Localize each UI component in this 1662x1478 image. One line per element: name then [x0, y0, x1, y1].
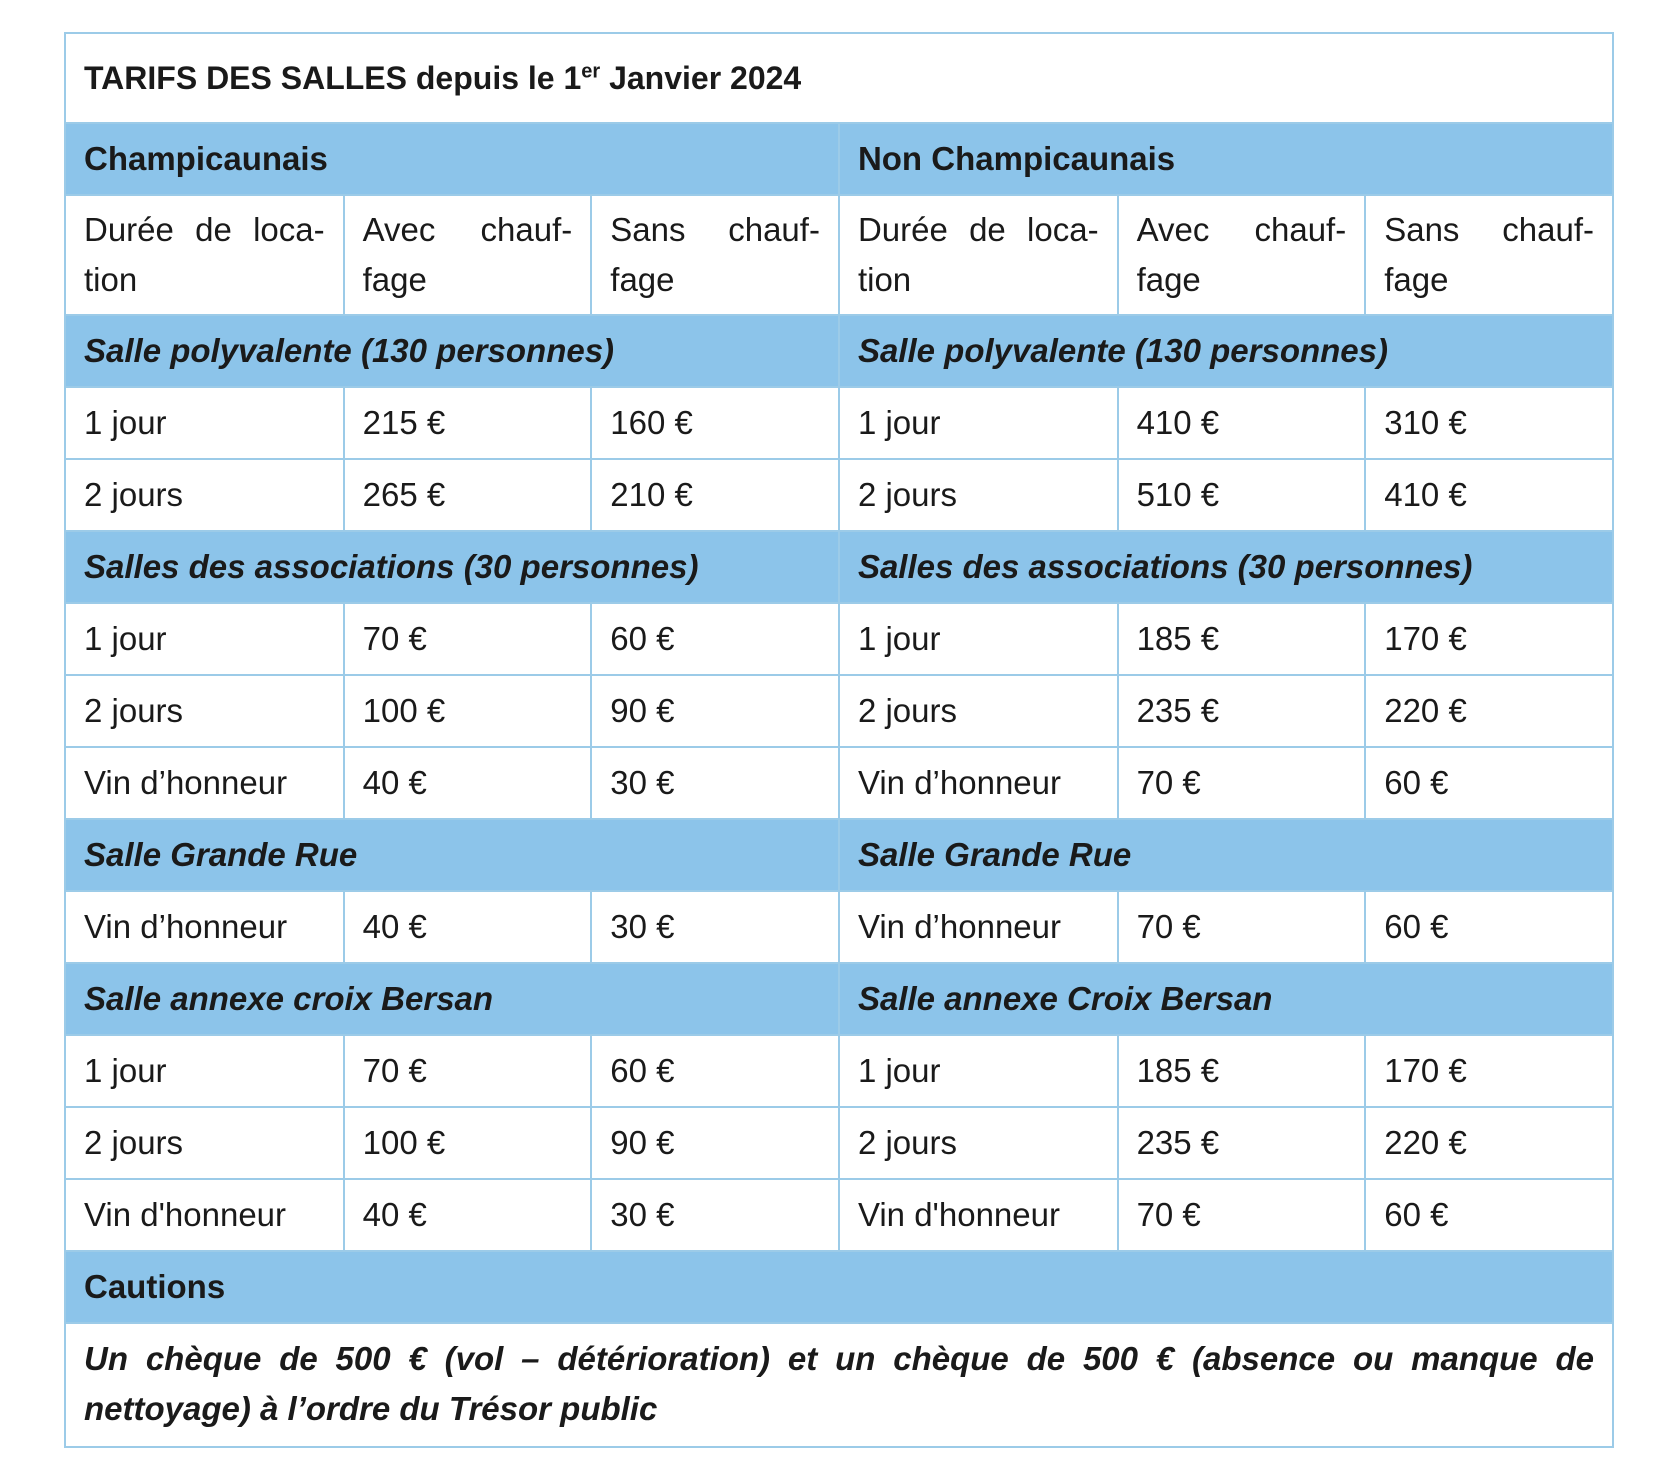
- right-unheated-price-cell: 410 €: [1365, 459, 1613, 531]
- group-left-header: Champicaunais: [65, 123, 839, 195]
- left-heated-price-cell: 70 €: [344, 603, 592, 675]
- right-duration-cell: 2 jours: [839, 675, 1118, 747]
- right-duration-cell: 1 jour: [839, 1035, 1118, 1107]
- right-unheated-price-cell: 220 €: [1365, 1107, 1613, 1179]
- left-unheated-price-cell: 60 €: [591, 1035, 839, 1107]
- left-heated-price-cell: 70 €: [344, 1035, 592, 1107]
- tarifs-document: [64, 32, 1614, 1448]
- section-header-row: [65, 963, 1613, 1035]
- left-heated-price-cell: 40 €: [344, 891, 592, 963]
- right-duration-cell: 1 jour: [839, 603, 1118, 675]
- title-row: [65, 33, 1613, 123]
- left-heated-price-cell: 40 €: [344, 747, 592, 819]
- table-row: [65, 387, 1613, 459]
- left-heated-price-cell: 100 €: [344, 1107, 592, 1179]
- group-header-row: [65, 123, 1613, 195]
- title-main: TARIFS DES SALLES depuis le 1: [84, 60, 582, 96]
- column-header-unheated-right: Sans chauf-fage: [1365, 195, 1613, 315]
- left-heated-price-cell: 40 €: [344, 1179, 592, 1251]
- section-title-left: Salle polyvalente (130 personnes): [65, 315, 839, 387]
- section-header-row: [65, 531, 1613, 603]
- right-duration-cell: 1 jour: [839, 387, 1118, 459]
- table-row: [65, 747, 1613, 819]
- left-unheated-price-cell: 30 €: [591, 891, 839, 963]
- cautions-text-row: [65, 1323, 1613, 1447]
- section-title-left: Salles des associations (30 personnes): [65, 531, 839, 603]
- right-unheated-price-cell: 60 €: [1365, 1179, 1613, 1251]
- right-unheated-price-cell: 170 €: [1365, 1035, 1613, 1107]
- section-title-left: Salle annexe croix Bersan: [65, 963, 839, 1035]
- left-duration-cell: 2 jours: [65, 459, 344, 531]
- right-duration-cell: 2 jours: [839, 1107, 1118, 1179]
- left-heated-price-cell: 100 €: [344, 675, 592, 747]
- section-title-right: Salle polyvalente (130 personnes): [839, 315, 1613, 387]
- section-title-right: Salle Grande Rue: [839, 819, 1613, 891]
- group-right-header: Non Champicaunais: [839, 123, 1613, 195]
- right-unheated-price-cell: 220 €: [1365, 675, 1613, 747]
- section-header-row: [65, 315, 1613, 387]
- left-unheated-price-cell: 30 €: [591, 1179, 839, 1251]
- table-row: [65, 603, 1613, 675]
- right-heated-price-cell: 235 €: [1118, 675, 1366, 747]
- right-heated-price-cell: 235 €: [1118, 1107, 1366, 1179]
- right-heated-price-cell: 70 €: [1118, 747, 1366, 819]
- right-duration-cell: Vin d'honneur: [839, 1179, 1118, 1251]
- right-heated-price-cell: 70 €: [1118, 1179, 1366, 1251]
- column-header-heated-left: Avec chauf-fage: [344, 195, 592, 315]
- column-header-duration-right: Durée de loca-tion: [839, 195, 1118, 315]
- tarifs-table: [64, 32, 1614, 1448]
- section-title-left: Salle Grande Rue: [65, 819, 839, 891]
- left-heated-price-cell: 265 €: [344, 459, 592, 531]
- column-header-row: [65, 195, 1613, 315]
- table-row: [65, 1035, 1613, 1107]
- right-unheated-price-cell: 60 €: [1365, 747, 1613, 819]
- left-unheated-price-cell: 210 €: [591, 459, 839, 531]
- title-rest: Janvier 2024: [600, 60, 802, 96]
- right-duration-cell: 2 jours: [839, 459, 1118, 531]
- page-title: [65, 33, 1613, 123]
- right-heated-price-cell: 185 €: [1118, 603, 1366, 675]
- left-duration-cell: 1 jour: [65, 387, 344, 459]
- right-heated-price-cell: 410 €: [1118, 387, 1366, 459]
- column-header-duration-left: Durée de loca-tion: [65, 195, 344, 315]
- table-row: [65, 891, 1613, 963]
- column-header-heated-right: Avec chauf-fage: [1118, 195, 1366, 315]
- table-row: [65, 459, 1613, 531]
- title-superscript: er: [581, 60, 601, 83]
- left-heated-price-cell: 215 €: [344, 387, 592, 459]
- right-unheated-price-cell: 310 €: [1365, 387, 1613, 459]
- table-row: [65, 675, 1613, 747]
- left-duration-cell: 1 jour: [65, 1035, 344, 1107]
- cautions-text: Un chèque de 500 € (vol – détérioration) et un chèque de 500 € (absence ou manque de nettoyage) à l’ordre du Trésor public: [65, 1323, 1613, 1447]
- cautions-title: Cautions: [65, 1251, 1613, 1323]
- left-unheated-price-cell: 90 €: [591, 1107, 839, 1179]
- right-heated-price-cell: 70 €: [1118, 891, 1366, 963]
- right-duration-cell: Vin d’honneur: [839, 891, 1118, 963]
- right-duration-cell: Vin d’honneur: [839, 747, 1118, 819]
- right-unheated-price-cell: 170 €: [1365, 603, 1613, 675]
- table-row: [65, 1107, 1613, 1179]
- right-unheated-price-cell: 60 €: [1365, 891, 1613, 963]
- left-unheated-price-cell: 60 €: [591, 603, 839, 675]
- left-duration-cell: Vin d’honneur: [65, 747, 344, 819]
- left-duration-cell: 2 jours: [65, 675, 344, 747]
- left-unheated-price-cell: 160 €: [591, 387, 839, 459]
- left-unheated-price-cell: 90 €: [591, 675, 839, 747]
- cautions-header-row: [65, 1251, 1613, 1323]
- left-duration-cell: 2 jours: [65, 1107, 344, 1179]
- section-title-right: Salle annexe Croix Bersan: [839, 963, 1613, 1035]
- left-duration-cell: Vin d’honneur: [65, 891, 344, 963]
- right-heated-price-cell: 185 €: [1118, 1035, 1366, 1107]
- column-header-unheated-left: Sans chauf-fage: [591, 195, 839, 315]
- section-header-row: [65, 819, 1613, 891]
- section-title-right: Salles des associations (30 personnes): [839, 531, 1613, 603]
- left-unheated-price-cell: 30 €: [591, 747, 839, 819]
- left-duration-cell: Vin d'honneur: [65, 1179, 344, 1251]
- left-duration-cell: 1 jour: [65, 603, 344, 675]
- right-heated-price-cell: 510 €: [1118, 459, 1366, 531]
- table-row: [65, 1179, 1613, 1251]
